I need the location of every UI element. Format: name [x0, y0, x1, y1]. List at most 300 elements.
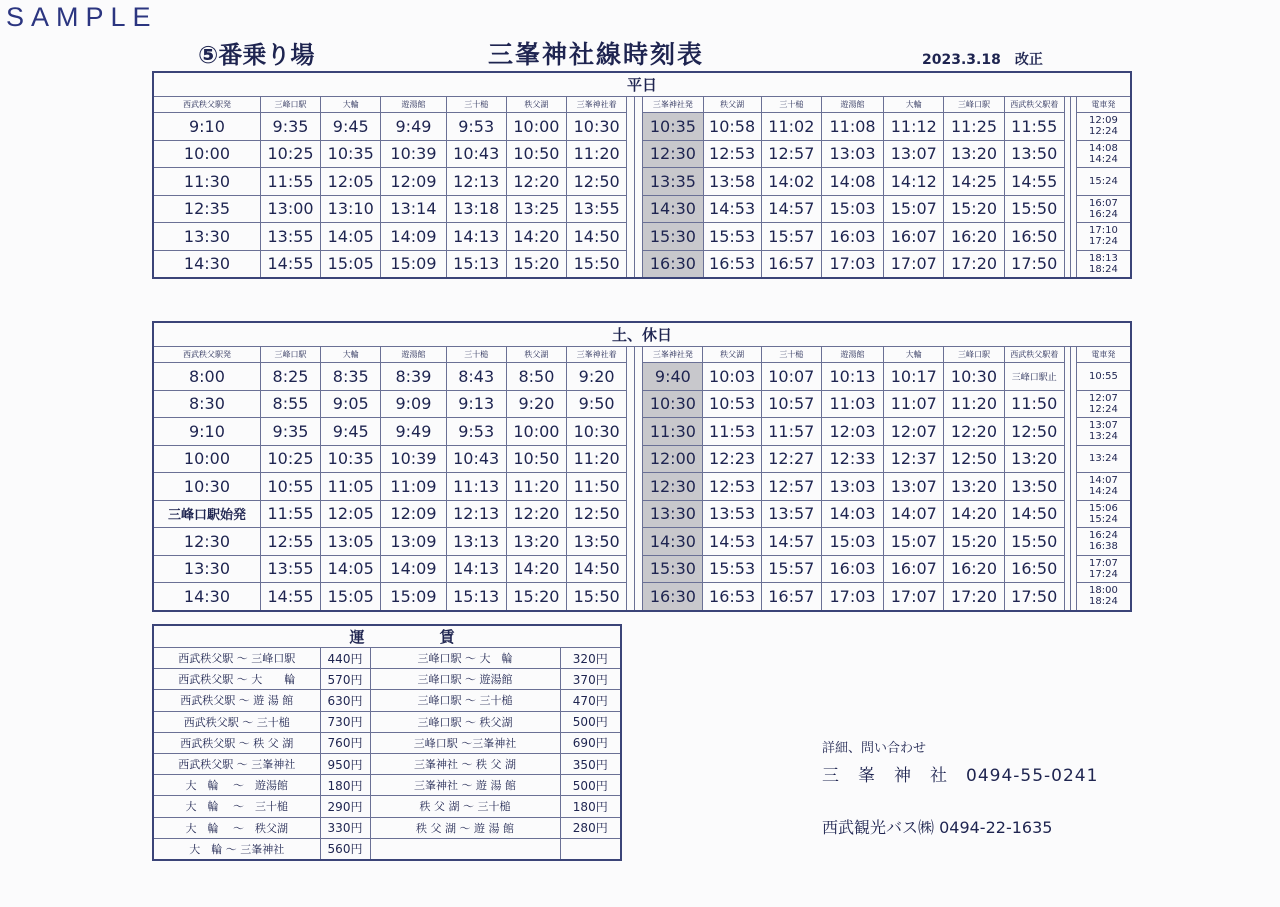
time-cell: 12:23 [703, 445, 761, 473]
column-divider [635, 168, 643, 196]
time-cell: 12:33 [821, 445, 883, 473]
time-cell: 12:03 [821, 418, 883, 446]
time-cell: 15:13 [446, 583, 506, 611]
time-cell: 11:20 [567, 445, 627, 473]
fare-table [152, 624, 622, 861]
time-cell: 9:53 [446, 418, 506, 446]
column-header: 西武秩父駅着 [1004, 97, 1064, 113]
column-header: 大輪 [321, 347, 381, 363]
time-cell: 12:50 [567, 500, 627, 528]
time-cell: 12:30 [643, 473, 703, 501]
time-cell: 14:13 [446, 223, 506, 251]
time-cell: 10:25 [260, 140, 320, 168]
time-cell: 12:09 [381, 168, 446, 196]
fare-route: 三峰口駅 ～三峯神社 [370, 732, 560, 753]
time-cell: 14:08 14:24 [1076, 140, 1131, 168]
time-cell: 13:00 [260, 195, 320, 223]
time-cell: 11:30 [153, 168, 260, 196]
time-cell: 15:05 [321, 583, 381, 611]
time-cell: 10:30 [153, 473, 260, 501]
time-cell: 12:55 [260, 528, 320, 556]
fare-heading: 運 賃 [153, 625, 621, 648]
time-cell: 10:35 [321, 445, 381, 473]
time-cell: 17:20 [944, 583, 1004, 611]
fare-route: 大 輪 ～ 秩父湖 [153, 817, 320, 838]
time-cell: 12:50 [1004, 418, 1064, 446]
time-cell: 15:09 [381, 583, 446, 611]
time-cell: 14:12 [884, 168, 944, 196]
time-cell: 16:03 [821, 555, 883, 583]
column-divider [635, 445, 643, 473]
fare-price: 630円 [320, 690, 370, 711]
fare-row [153, 648, 621, 669]
column-divider [627, 347, 635, 363]
time-cell: 13:35 [643, 168, 703, 196]
time-cell: 15:03 [821, 195, 883, 223]
fare-row [153, 817, 621, 838]
column-divider [627, 250, 635, 278]
time-cell: 10:00 [506, 113, 566, 141]
section-label: 土、休日 [153, 322, 1131, 347]
time-cell: 16:03 [821, 223, 883, 251]
time-cell: 13:07 13:24 [1076, 418, 1131, 446]
column-divider [627, 195, 635, 223]
time-cell: 14:57 [761, 195, 821, 223]
time-cell: 17:10 17:24 [1076, 223, 1131, 251]
time-cell: 14:30 [643, 195, 703, 223]
time-cell: 15:57 [761, 223, 821, 251]
time-cell: 12:50 [944, 445, 1004, 473]
time-cell: 9:45 [321, 113, 381, 141]
fare-price: 470円 [560, 690, 621, 711]
column-divider [635, 363, 643, 391]
fare-route [370, 838, 560, 860]
time-cell: 14:55 [1004, 168, 1064, 196]
column-header: 大輪 [884, 97, 944, 113]
time-cell: 10:55 [260, 473, 320, 501]
time-cell: 10:53 [703, 390, 761, 418]
timetable-row [153, 528, 1131, 556]
column-divider [627, 500, 635, 528]
column-divider [635, 418, 643, 446]
time-cell: 9:45 [321, 418, 381, 446]
time-cell: 16:20 [944, 555, 1004, 583]
column-divider [627, 528, 635, 556]
time-cell: 11:30 [643, 418, 703, 446]
time-cell: 9:35 [260, 418, 320, 446]
time-cell: 13:20 [944, 473, 1004, 501]
time-cell: 16:20 [944, 223, 1004, 251]
time-cell: 12:09 12:24 [1076, 113, 1131, 141]
fare-price: 500円 [560, 711, 621, 732]
time-cell: 12:27 [761, 445, 821, 473]
time-cell: 10:03 [703, 363, 761, 391]
time-cell: 17:50 [1004, 583, 1064, 611]
time-cell: 9:05 [321, 390, 381, 418]
time-cell: 三峰口駅始発 [153, 500, 260, 528]
fare-price: 330円 [320, 817, 370, 838]
time-cell: 14:02 [761, 168, 821, 196]
time-cell: 15:09 [381, 250, 446, 278]
column-header: 三峰口駅 [260, 97, 320, 113]
time-cell: 13:03 [821, 473, 883, 501]
fare-row [153, 753, 621, 774]
time-cell: 12:00 [643, 445, 703, 473]
time-cell: 10:30 [944, 363, 1004, 391]
time-cell: 14:07 [884, 500, 944, 528]
column-header: 西武秩父駅発 [153, 347, 260, 363]
time-cell: 9:10 [153, 113, 260, 141]
time-cell: 17:03 [821, 250, 883, 278]
time-cell: 12:35 [153, 195, 260, 223]
fare-row [153, 775, 621, 796]
time-cell: 16:24 16:38 [1076, 528, 1131, 556]
time-cell: 14:30 [153, 250, 260, 278]
time-cell: 15:20 [944, 528, 1004, 556]
timetable-row [153, 223, 1131, 251]
column-header: 三峰口駅 [944, 97, 1004, 113]
time-cell: 13:09 [381, 528, 446, 556]
time-cell: 15:53 [703, 555, 761, 583]
time-cell: 13:14 [381, 195, 446, 223]
time-cell: 10:25 [260, 445, 320, 473]
time-cell: 9:40 [643, 363, 703, 391]
time-cell: 13:50 [1004, 140, 1064, 168]
time-cell: 12:09 [381, 500, 446, 528]
time-cell: 13:50 [567, 528, 627, 556]
fare-route: 三峯神社 ～ 遊 湯 館 [370, 775, 560, 796]
time-cell: 10:17 [884, 363, 944, 391]
fare-price: 760円 [320, 732, 370, 753]
fare-price: 290円 [320, 796, 370, 817]
time-cell: 14:13 [446, 555, 506, 583]
time-cell: 10:35 [321, 140, 381, 168]
time-cell: 13:18 [446, 195, 506, 223]
time-cell: 9:10 [153, 418, 260, 446]
time-cell: 16:53 [703, 583, 761, 611]
time-cell: 15:13 [446, 250, 506, 278]
time-cell: 11:05 [321, 473, 381, 501]
fare-route: 大 輪 ～ 遊湯館 [153, 775, 320, 796]
timetable-row [153, 363, 1131, 391]
fare-route: 三峰口駅 ～ 三十槌 [370, 690, 560, 711]
contact-shrine-phone: 三 峯 神 社 0494-55-0241 [822, 766, 1099, 786]
column-header: 西武秩父駅着 [1004, 347, 1064, 363]
column-header: 遊湯館 [821, 97, 883, 113]
fare-price: 560円 [320, 838, 370, 860]
time-cell: 10:13 [821, 363, 883, 391]
time-cell: 17:20 [944, 250, 1004, 278]
timetable-row [153, 583, 1131, 611]
fare-row [153, 732, 621, 753]
timetable-row [153, 500, 1131, 528]
time-cell: 13:30 [153, 223, 260, 251]
time-cell: 13:10 [321, 195, 381, 223]
column-divider [635, 250, 643, 278]
time-cell: 13:53 [703, 500, 761, 528]
time-cell: 15:30 [643, 223, 703, 251]
time-cell: 10:58 [703, 113, 761, 141]
time-cell: 10:43 [446, 445, 506, 473]
time-cell: 9:20 [567, 363, 627, 391]
fare-route: 秩 父 湖 ～ 遊 湯 館 [370, 817, 560, 838]
fare-row [153, 690, 621, 711]
column-divider [627, 445, 635, 473]
time-cell: 18:00 18:24 [1076, 583, 1131, 611]
fare-route: 大 輪 ～ 三十槌 [153, 796, 320, 817]
time-cell: 10:43 [446, 140, 506, 168]
time-cell: 16:30 [643, 250, 703, 278]
time-cell: 11:55 [1004, 113, 1064, 141]
fare-price: 440円 [320, 648, 370, 669]
column-header: 大輪 [321, 97, 381, 113]
time-cell: 16:57 [761, 583, 821, 611]
timetable-row [153, 113, 1131, 141]
time-cell: 8:30 [153, 390, 260, 418]
time-cell: 12:50 [567, 168, 627, 196]
time-cell: 12:37 [884, 445, 944, 473]
column-header: 秩父湖 [506, 347, 566, 363]
time-cell: 9:35 [260, 113, 320, 141]
time-cell: 14:03 [821, 500, 883, 528]
time-cell: 11:25 [944, 113, 1004, 141]
time-cell: 11:07 [884, 390, 944, 418]
time-cell: 13:20 [944, 140, 1004, 168]
timetable-row [153, 140, 1131, 168]
time-cell: 13:07 [884, 473, 944, 501]
time-cell: 15:53 [703, 223, 761, 251]
fare-route: 秩 父 湖 ～ 三十槌 [370, 796, 560, 817]
time-cell: 15:06 15:24 [1076, 500, 1131, 528]
fare-price: 690円 [560, 732, 621, 753]
time-cell: 13:57 [761, 500, 821, 528]
fare-price: 500円 [560, 775, 621, 796]
fare-route: 西武秩父駅 ～ 秩 父 湖 [153, 732, 320, 753]
time-cell: 10:50 [506, 445, 566, 473]
column-divider [635, 347, 643, 363]
time-cell: 12:53 [703, 473, 761, 501]
column-header: 三十槌 [761, 347, 821, 363]
sample-watermark: SAMPLE [6, 2, 158, 32]
time-cell: 13:25 [506, 195, 566, 223]
time-cell: 10:35 [643, 113, 703, 141]
time-cell: 10:30 [643, 390, 703, 418]
section-label: 平日 [153, 72, 1131, 97]
time-cell: 15:50 [1004, 528, 1064, 556]
time-cell: 11:53 [703, 418, 761, 446]
time-cell: 10:30 [567, 113, 627, 141]
time-cell: 9:53 [446, 113, 506, 141]
fare-route: 西武秩父駅 ～ 遊 湯 館 [153, 690, 320, 711]
time-cell: 8:43 [446, 363, 506, 391]
time-cell: 12:05 [321, 168, 381, 196]
time-cell: 13:20 [1004, 445, 1064, 473]
fare-route: 西武秩父駅 ～ 三峯神社 [153, 753, 320, 774]
column-divider [635, 113, 643, 141]
time-cell: 14:05 [321, 223, 381, 251]
time-cell: 9:09 [381, 390, 446, 418]
header-row [153, 97, 1131, 113]
column-header: 遊湯館 [381, 97, 446, 113]
time-cell: 10:39 [381, 140, 446, 168]
revision-date: 2023.3.18 改正 [922, 52, 1043, 68]
time-cell: 11:20 [567, 140, 627, 168]
time-cell: 13:30 [153, 555, 260, 583]
time-cell: 17:07 [884, 583, 944, 611]
fare-price: 730円 [320, 711, 370, 732]
time-cell: 12:20 [944, 418, 1004, 446]
column-divider [627, 583, 635, 611]
time-cell: 14:25 [944, 168, 1004, 196]
time-cell: 12:57 [761, 473, 821, 501]
time-cell: 8:39 [381, 363, 446, 391]
time-cell: 8:50 [506, 363, 566, 391]
time-cell: 14:20 [506, 555, 566, 583]
column-divider [627, 363, 635, 391]
column-divider [635, 390, 643, 418]
column-divider [635, 140, 643, 168]
column-header: 三峰口駅 [260, 347, 320, 363]
time-cell: 14:53 [703, 528, 761, 556]
time-cell: 14:08 [821, 168, 883, 196]
time-cell: 8:55 [260, 390, 320, 418]
time-cell: 14:20 [944, 500, 1004, 528]
fare-price: 950円 [320, 753, 370, 774]
time-cell: 12:07 12:24 [1076, 390, 1131, 418]
time-cell: 11:20 [944, 390, 1004, 418]
column-divider [627, 555, 635, 583]
fare-price: 280円 [560, 817, 621, 838]
page-title: 三峯神社線時刻表 [488, 40, 705, 69]
time-cell: 15:03 [821, 528, 883, 556]
column-divider [627, 473, 635, 501]
fare-route: 三峰口駅 ～ 大 輪 [370, 648, 560, 669]
time-cell: 13:50 [1004, 473, 1064, 501]
time-cell: 10:00 [506, 418, 566, 446]
fare-route: 三峰口駅 ～ 遊湯館 [370, 669, 560, 690]
time-cell: 14:57 [761, 528, 821, 556]
time-cell: 11:55 [260, 500, 320, 528]
time-cell: 14:07 14:24 [1076, 473, 1131, 501]
time-cell: 15:30 [643, 555, 703, 583]
column-header: 大輪 [884, 347, 944, 363]
time-cell: 9:20 [506, 390, 566, 418]
time-cell: 12:30 [643, 140, 703, 168]
fare-price: 370円 [560, 669, 621, 690]
time-cell: 12:07 [884, 418, 944, 446]
timetable-row [153, 168, 1131, 196]
time-cell: 16:53 [703, 250, 761, 278]
fare-route: 三峰口駅 ～ 秩父湖 [370, 711, 560, 732]
column-divider [635, 500, 643, 528]
time-cell: 14:09 [381, 555, 446, 583]
fare-price: 570円 [320, 669, 370, 690]
time-cell: 15:07 [884, 528, 944, 556]
column-divider [627, 140, 635, 168]
column-header: 遊湯館 [381, 347, 446, 363]
time-cell: 16:07 [884, 223, 944, 251]
fare-price: 180円 [320, 775, 370, 796]
time-cell: 14:30 [153, 583, 260, 611]
column-header: 秩父湖 [703, 97, 761, 113]
time-cell: 18:13 18:24 [1076, 250, 1131, 278]
time-cell: 11:20 [506, 473, 566, 501]
time-cell: 12:20 [506, 168, 566, 196]
time-cell: 13:30 [643, 500, 703, 528]
time-cell: 15:20 [506, 583, 566, 611]
time-cell: 11:57 [761, 418, 821, 446]
time-cell: 13:24 [1076, 445, 1131, 473]
time-cell: 14:50 [1004, 500, 1064, 528]
column-header: 三峯神社発 [643, 97, 703, 113]
time-cell: 10:50 [506, 140, 566, 168]
timetable-row [153, 445, 1131, 473]
time-cell: 11:55 [260, 168, 320, 196]
timetable-row [153, 473, 1131, 501]
weekday-timetable [152, 71, 1132, 279]
fare-price: 320円 [560, 648, 621, 669]
time-cell: 15:50 [567, 250, 627, 278]
time-cell: 13:03 [821, 140, 883, 168]
column-header: 三峯神社着 [567, 347, 627, 363]
time-cell: 10:00 [153, 140, 260, 168]
time-cell: 16:50 [1004, 223, 1064, 251]
time-cell: 10:00 [153, 445, 260, 473]
time-cell: 15:07 [884, 195, 944, 223]
time-cell: 16:50 [1004, 555, 1064, 583]
column-header: 三峯神社発 [643, 347, 703, 363]
time-cell: 15:20 [506, 250, 566, 278]
column-divider [635, 195, 643, 223]
column-header: 三十槌 [446, 347, 506, 363]
time-cell: 14:55 [260, 583, 320, 611]
column-divider [627, 113, 635, 141]
column-divider [627, 168, 635, 196]
fare-route: 大 輪 ～ 三峯神社 [153, 838, 320, 860]
time-cell: 12:53 [703, 140, 761, 168]
time-cell: 13:55 [260, 223, 320, 251]
fare-price [560, 838, 621, 860]
column-header: 西武秩父駅発 [153, 97, 260, 113]
time-cell: 17:07 17:24 [1076, 555, 1131, 583]
time-cell: 14:55 [260, 250, 320, 278]
column-divider [635, 473, 643, 501]
time-cell: 16:07 16:24 [1076, 195, 1131, 223]
time-cell: 13:58 [703, 168, 761, 196]
column-header: 三十槌 [761, 97, 821, 113]
fare-route: 三峯神社 ～ 秩 父 湖 [370, 753, 560, 774]
time-cell: 15:50 [567, 583, 627, 611]
time-cell: 11:50 [1004, 390, 1064, 418]
fare-price: 180円 [560, 796, 621, 817]
time-cell: 10:30 [567, 418, 627, 446]
time-cell: 10:07 [761, 363, 821, 391]
time-cell: 13:20 [506, 528, 566, 556]
column-divider [627, 97, 635, 113]
time-cell: 14:53 [703, 195, 761, 223]
column-divider [635, 223, 643, 251]
time-cell: 14:50 [567, 223, 627, 251]
column-header: 三峯神社着 [567, 97, 627, 113]
fare-row [153, 796, 621, 817]
fare-row [153, 669, 621, 690]
column-header: 秩父湖 [703, 347, 761, 363]
column-divider [635, 555, 643, 583]
time-cell: 8:35 [321, 363, 381, 391]
time-cell: 8:25 [260, 363, 320, 391]
contact-bus-phone: 西武観光バス㈱ 0494-22-1635 [822, 818, 1053, 837]
fare-route: 西武秩父駅 ～ 大 輪 [153, 669, 320, 690]
